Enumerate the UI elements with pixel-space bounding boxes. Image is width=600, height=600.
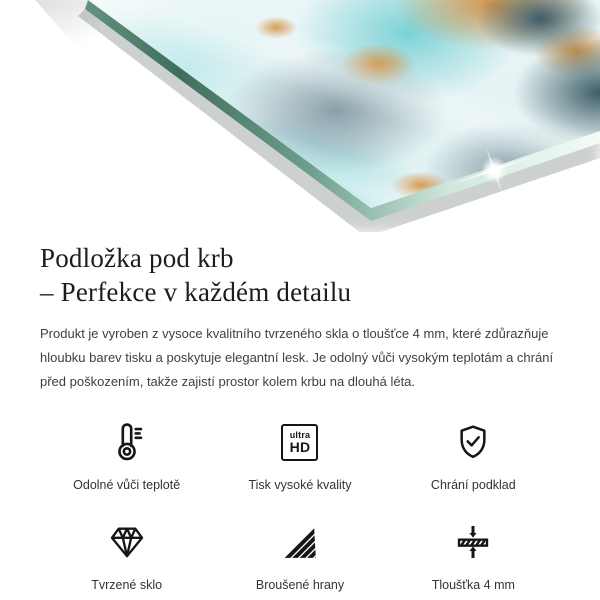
- product-section: [0, 241, 600, 394]
- feature-label: Broušené hrany: [255, 578, 345, 592]
- thermometer-icon: [106, 419, 148, 465]
- feature-label: Tisk vysoké kvality: [248, 478, 352, 492]
- polished-edges-icon: [280, 519, 320, 565]
- feature-label: Chrání podklad: [430, 478, 516, 492]
- feature-polished-edges: [213, 519, 386, 592]
- product-photo: [0, 0, 600, 232]
- title-line-1: Podložka pod krb: [40, 243, 234, 273]
- thickness-4mm-icon: [453, 519, 493, 565]
- feature-label: Tloušťka 4 mm: [431, 578, 515, 592]
- title-line-2: – Perfekce v každém detailu: [40, 277, 352, 307]
- feature-heat-resistant: [40, 419, 213, 492]
- uhd-text-bottom: HD: [289, 438, 311, 455]
- feature-print-quality: [213, 419, 386, 492]
- feature-protects-floor: [387, 419, 560, 492]
- page-title: [40, 241, 560, 309]
- feature-tempered-glass: [40, 519, 213, 592]
- feature-thickness: [387, 519, 560, 592]
- product-description: Produkt je vyroben z vysoce kvalitního tvrzeného skla o tloušťce 4 mm, které zdůrazňuje hloubku barev tisku a poskytuje elegantní lesk. Je odolný vůči vysokým teplotám a chrání před poškozením, takže zajistí prostor kolem krbu na dlouhá léta.: [40, 326, 554, 389]
- uhd-text-top: ultra: [289, 429, 311, 440]
- feature-label: Odolné vůči teplotě: [73, 478, 181, 492]
- features-grid: [40, 419, 560, 592]
- shield-check-icon: [453, 419, 493, 465]
- diamond-icon: [106, 519, 148, 565]
- feature-label: Tvrzené sklo: [91, 578, 163, 592]
- ultra-hd-icon: [281, 419, 318, 465]
